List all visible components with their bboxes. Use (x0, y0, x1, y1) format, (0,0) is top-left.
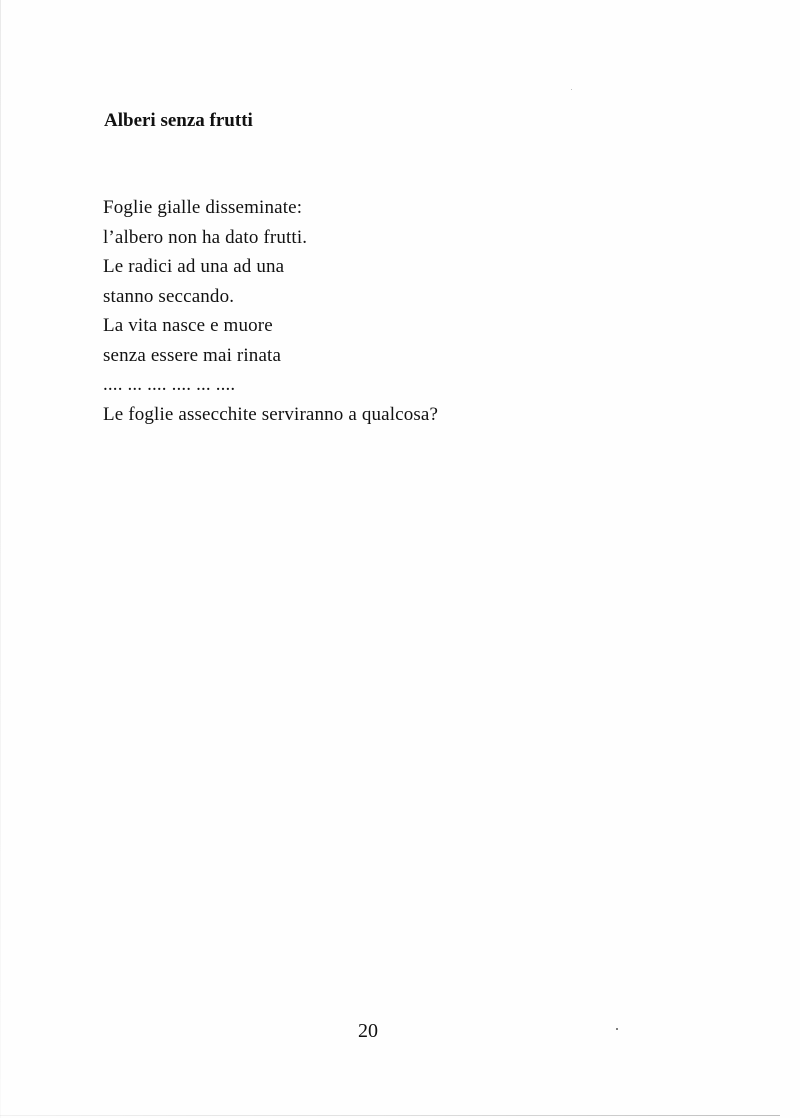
poem-line: Le radici ad una ad una (103, 256, 285, 277)
poem-line: La vita nasce e muore (103, 315, 273, 336)
poem-ellipsis-line: .... ... .... .... ... .... (103, 374, 236, 395)
poem-body (103, 193, 438, 429)
poem-line: l’albero non ha dato frutti. (103, 226, 308, 248)
poem-line: senza essere mai rinata (103, 344, 282, 366)
scan-left-edge (0, 0, 1, 1118)
scan-speck (616, 1028, 618, 1030)
poem-line: Le foglie assecchite serviranno a qualcosa? (103, 403, 439, 425)
scan-bottom-edge (0, 1115, 780, 1116)
scan-speck (571, 89, 572, 90)
poem-line: Foglie gialle disseminate: (103, 197, 303, 218)
poem-title: Alberi senza frutti (104, 110, 253, 131)
poem-line: stanno seccando. (103, 285, 235, 307)
page-number: 20 (358, 1020, 378, 1042)
